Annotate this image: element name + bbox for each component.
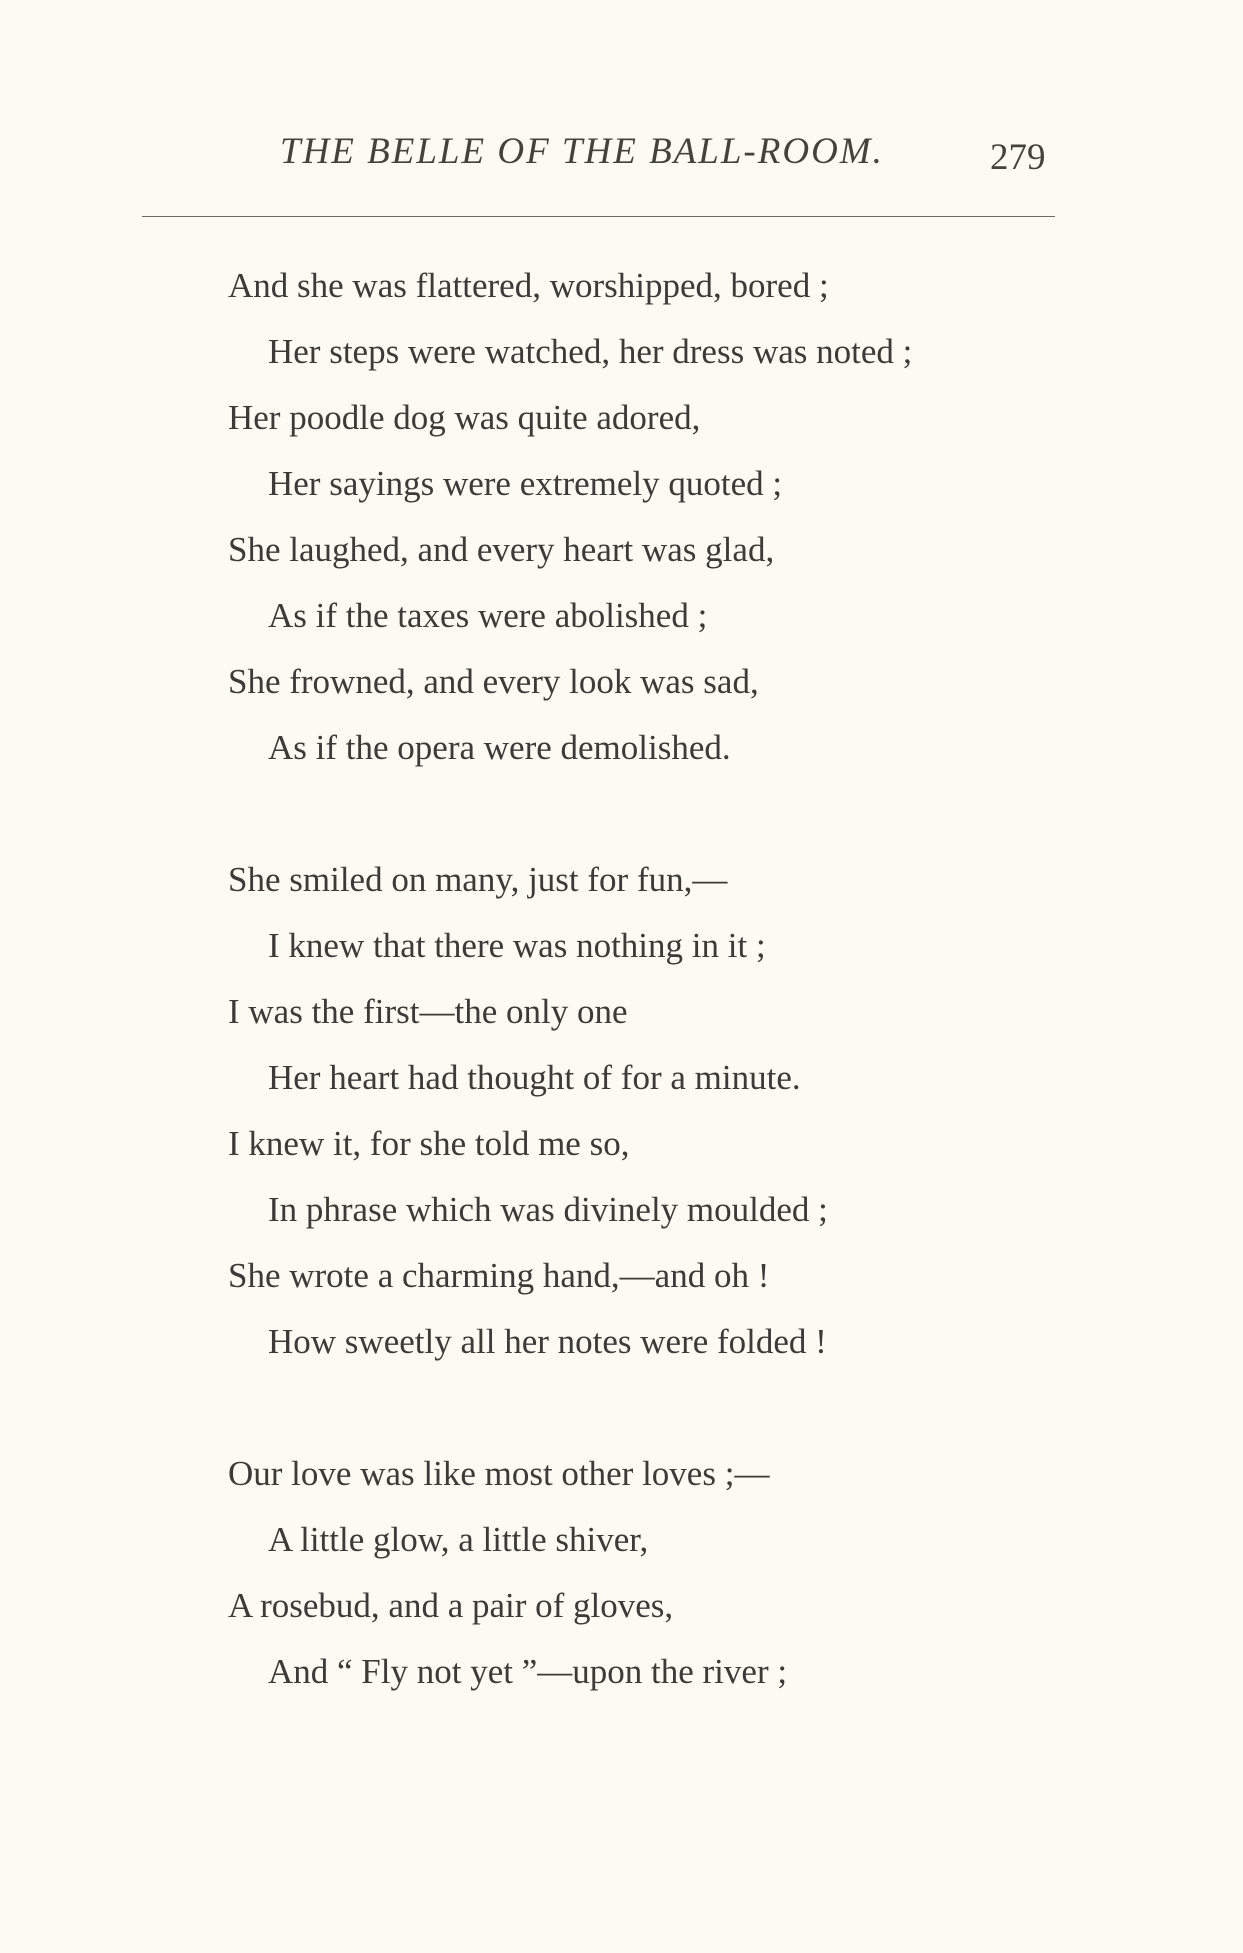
running-head: [0, 130, 1243, 180]
poem-line: As if the taxes were abolished ;: [268, 596, 708, 635]
poem-line: She wrote a charming hand,—and oh !: [228, 1256, 770, 1295]
poem-line: And “ Fly not yet ”—upon the river ;: [268, 1652, 788, 1691]
page-number: 279: [990, 137, 1046, 178]
poem-line: A little glow, a little shiver,: [268, 1520, 649, 1559]
poem-line: Her heart had thought of for a minute.: [268, 1058, 801, 1097]
poem-line: Her steps were watched, her dress was noted ;: [268, 332, 913, 371]
poem-line: I knew it, for she told me so,: [228, 1124, 630, 1163]
poem-line: Her sayings were extremely quoted ;: [268, 464, 783, 503]
poem-line: I knew that there was nothing in it ;: [268, 926, 766, 965]
poem-line: I was the first—the only one: [228, 992, 628, 1031]
running-title: THE BELLE OF THE BALL-ROOM.: [280, 131, 884, 172]
poem-line: She frowned, and every look was sad,: [228, 662, 759, 701]
poem-line: She laughed, and every heart was glad,: [228, 530, 775, 569]
poem-line: As if the opera were demolished.: [268, 728, 731, 767]
poem-line: She smiled on many, just for fun,—: [228, 860, 728, 899]
poem-line: How sweetly all her notes were folded !: [268, 1322, 827, 1361]
poem-line: Her poodle dog was quite adored,: [228, 398, 701, 437]
poem-line: A rosebud, and a pair of gloves,: [228, 1586, 674, 1625]
poem-line: Our love was like most other loves ;—: [228, 1454, 770, 1493]
poem-line: In phrase which was divinely moulded ;: [268, 1190, 828, 1229]
header-rule: [142, 216, 1055, 217]
poem-line: And she was flattered, worshipped, bored ;: [228, 266, 829, 305]
